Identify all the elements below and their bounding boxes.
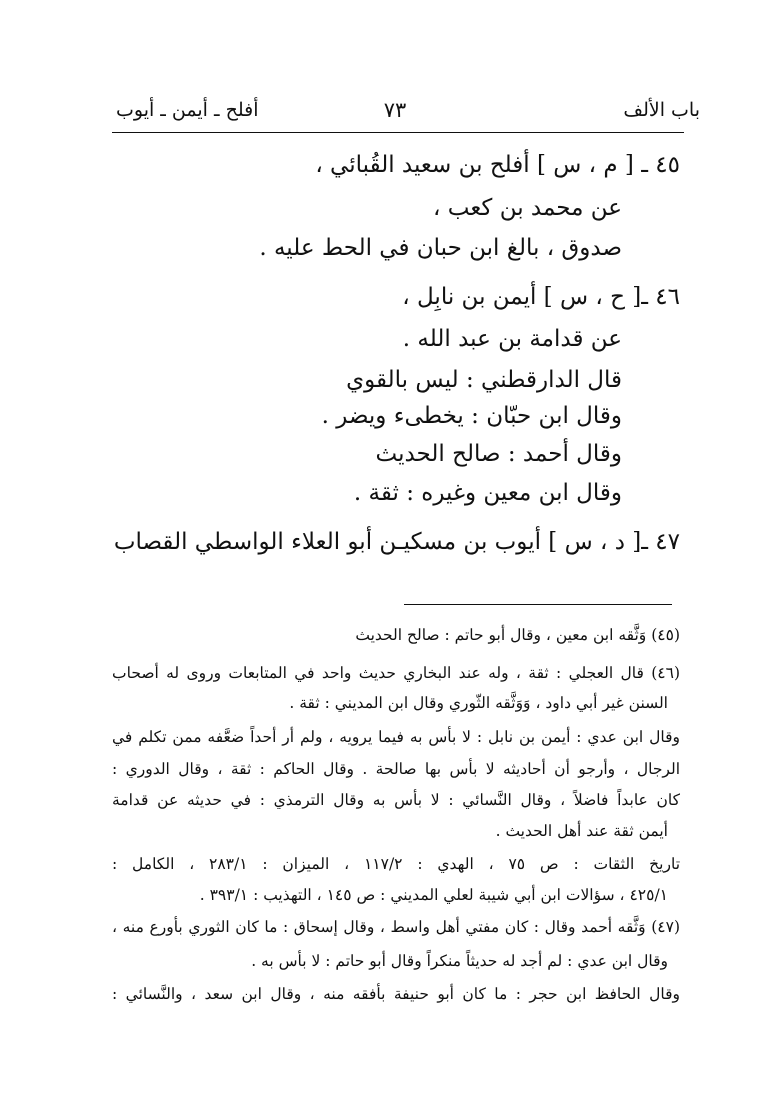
footnote-line: (٤٥) وَثَّقه ابن معين ، وقال أبو حاتم : صالح الحديث [355, 626, 680, 644]
entry-45-line: صدوق ، بالغ ابن حبان في الحط عليه . [259, 235, 622, 261]
entry-46-line: عن قدامة بن عبد الله . [402, 326, 622, 352]
page-number: ٧٣ [383, 98, 407, 122]
entries-range: أفلح ـ أيمن ـ أيوب [116, 99, 259, 121]
footnote-separator [404, 604, 672, 605]
footnote-line: (٤٧) وَثَّقه أحمد وقال : كان مفتي أهل واسط ، وقال إسحاق : ما كان الثوري بأورع منه ، [112, 918, 680, 936]
footnote-line: وقال الحافظ ابن حجر : ما كان أبو حنيفة بأفقه منه ، وقال ابن سعد ، والنَّسائي : [112, 985, 680, 1003]
entry-45-heading: ٤٥ ـ [ م ، س ] أفلح بن سعيد القُبائي ، [315, 152, 680, 178]
footnote-line: تاريخ الثقات : ص ٧٥ ، الهدي : ١١٧/٢ ، الميزان : ٢٨٣/١ ، الكامل : [112, 855, 681, 873]
footnote-line: ٤٢٥/١ ، سؤالات ابن أبي شيبة لعلي المديني : ص ١٤٥ ، التهذيب : ٣٩٣/١ . [199, 886, 668, 904]
entry-46-line: وقال أحمد : صالح الحديث [375, 441, 622, 467]
entry-46-heading: ٤٦ ـ[ ح ، س ] أيمن بن نابِل ، [402, 284, 680, 310]
chapter-title: باب الألف [623, 99, 700, 121]
entry-47-heading: ٤٧ ـ[ د ، س ] أيوب بن مسكيـن أبو العلاء الواسطي القصاب [113, 529, 680, 555]
footnote-line: أيمن ثقة عند أهل الحديث . [495, 822, 668, 840]
footnote-line: (٤٦) قال العجلي : ثقة ، وله عند البخاري حديث واحد في المتابعات وروى له أصحاب [112, 664, 680, 682]
footnote-line: كان عابداً فاضلاً ، وقال النَّسائي : لا بأس به وقال الترمذي : في حديثه عن قدامة [112, 791, 680, 809]
footnote-line: السنن غير أبي داود ، وَوَثَّقه الثّوري وقال ابن المديني : ثقة . [289, 694, 668, 712]
entry-46-line: وقال ابن معين وغيره : ثقة . [353, 480, 622, 506]
entry-45-line: عن محمد بن كعب ، [433, 195, 622, 221]
entry-46-line: قال الدارقطني : ليس بالقوي [346, 367, 622, 393]
footnote-line: وقال ابن عدي : أيمن بن نابل : لا بأس به فيما يرويه ، ولم أر أحداً ضعَّفه ممن تكلم في [112, 728, 680, 746]
header-rule [112, 132, 684, 133]
entry-46-line: وقال ابن حبّان : يخطىء ويضر . [321, 403, 622, 429]
footnote-line: وقال ابن عدي : لم أجد له حديثاً منكراً وقال أبو حاتم : لا بأس به . [251, 952, 668, 970]
footnote-line: الرجال ، وأرجو أن أحاديثه لا بأس بها صالحة . وقال الحاكم : ثقة ، وقال الدوري : [112, 760, 680, 778]
